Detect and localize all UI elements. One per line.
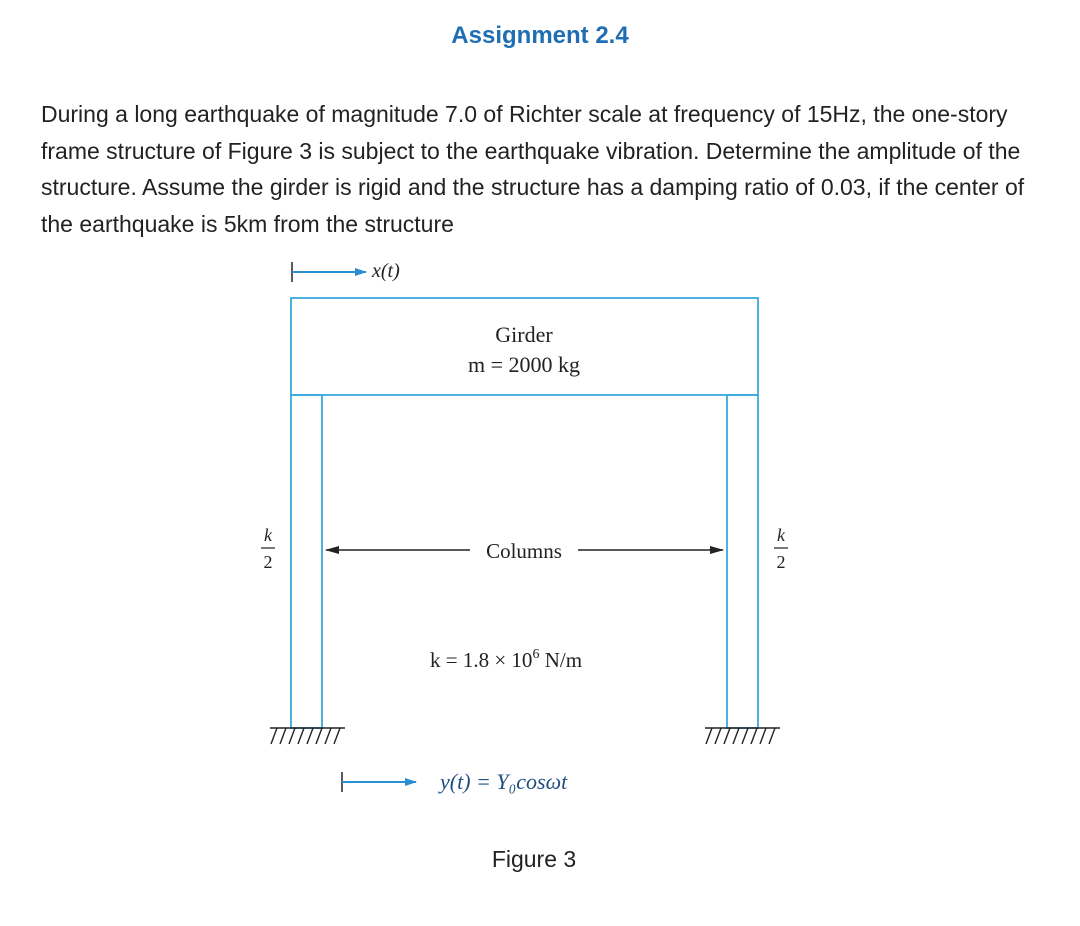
assignment-title: Assignment 2.4 xyxy=(451,22,629,49)
left-spring-fraction xyxy=(261,525,275,572)
girder-mass-label: m = 2000 kg xyxy=(467,352,581,377)
problem-statement: During a long earthquake of magnitude 7.0 of Richter scale at frequency of 15Hz, the one-story frame structure of Figure 3 is subject to the earthquake vibration. Determine the amplitude of the structure. Assume the girder is rigid and the structure has a damping ratio of 0.03, if the center of the earthquake is 5km from the structure xyxy=(41,101,1025,237)
left-spring-denominator: 2 xyxy=(263,552,273,572)
left-spring-numerator: k xyxy=(264,525,272,545)
right-spring-denominator: 2 xyxy=(776,552,786,572)
girder-label: Girder xyxy=(495,322,553,347)
right-column xyxy=(727,395,758,728)
stiffness-label xyxy=(430,647,582,672)
ground-motion-arrow xyxy=(342,772,416,792)
right-spring-fraction xyxy=(774,525,788,572)
top-displacement-label: x(t) xyxy=(372,260,400,282)
left-column xyxy=(291,395,322,728)
right-ground-support xyxy=(705,728,780,744)
stiffness-prefix: k = 1.8 × 10 xyxy=(430,648,533,672)
top-displacement-arrow xyxy=(292,262,366,282)
columns-label: Columns xyxy=(486,539,562,563)
left-ground-support xyxy=(270,728,345,744)
stiffness-unit: N/m xyxy=(539,648,583,672)
figure-caption: Figure 3 xyxy=(491,846,577,872)
right-spring-numerator: k xyxy=(777,525,785,545)
ground-motion-label: y(t) = Y₀cosωt xyxy=(440,769,568,794)
stiffness-exponent: 6 xyxy=(532,647,540,662)
